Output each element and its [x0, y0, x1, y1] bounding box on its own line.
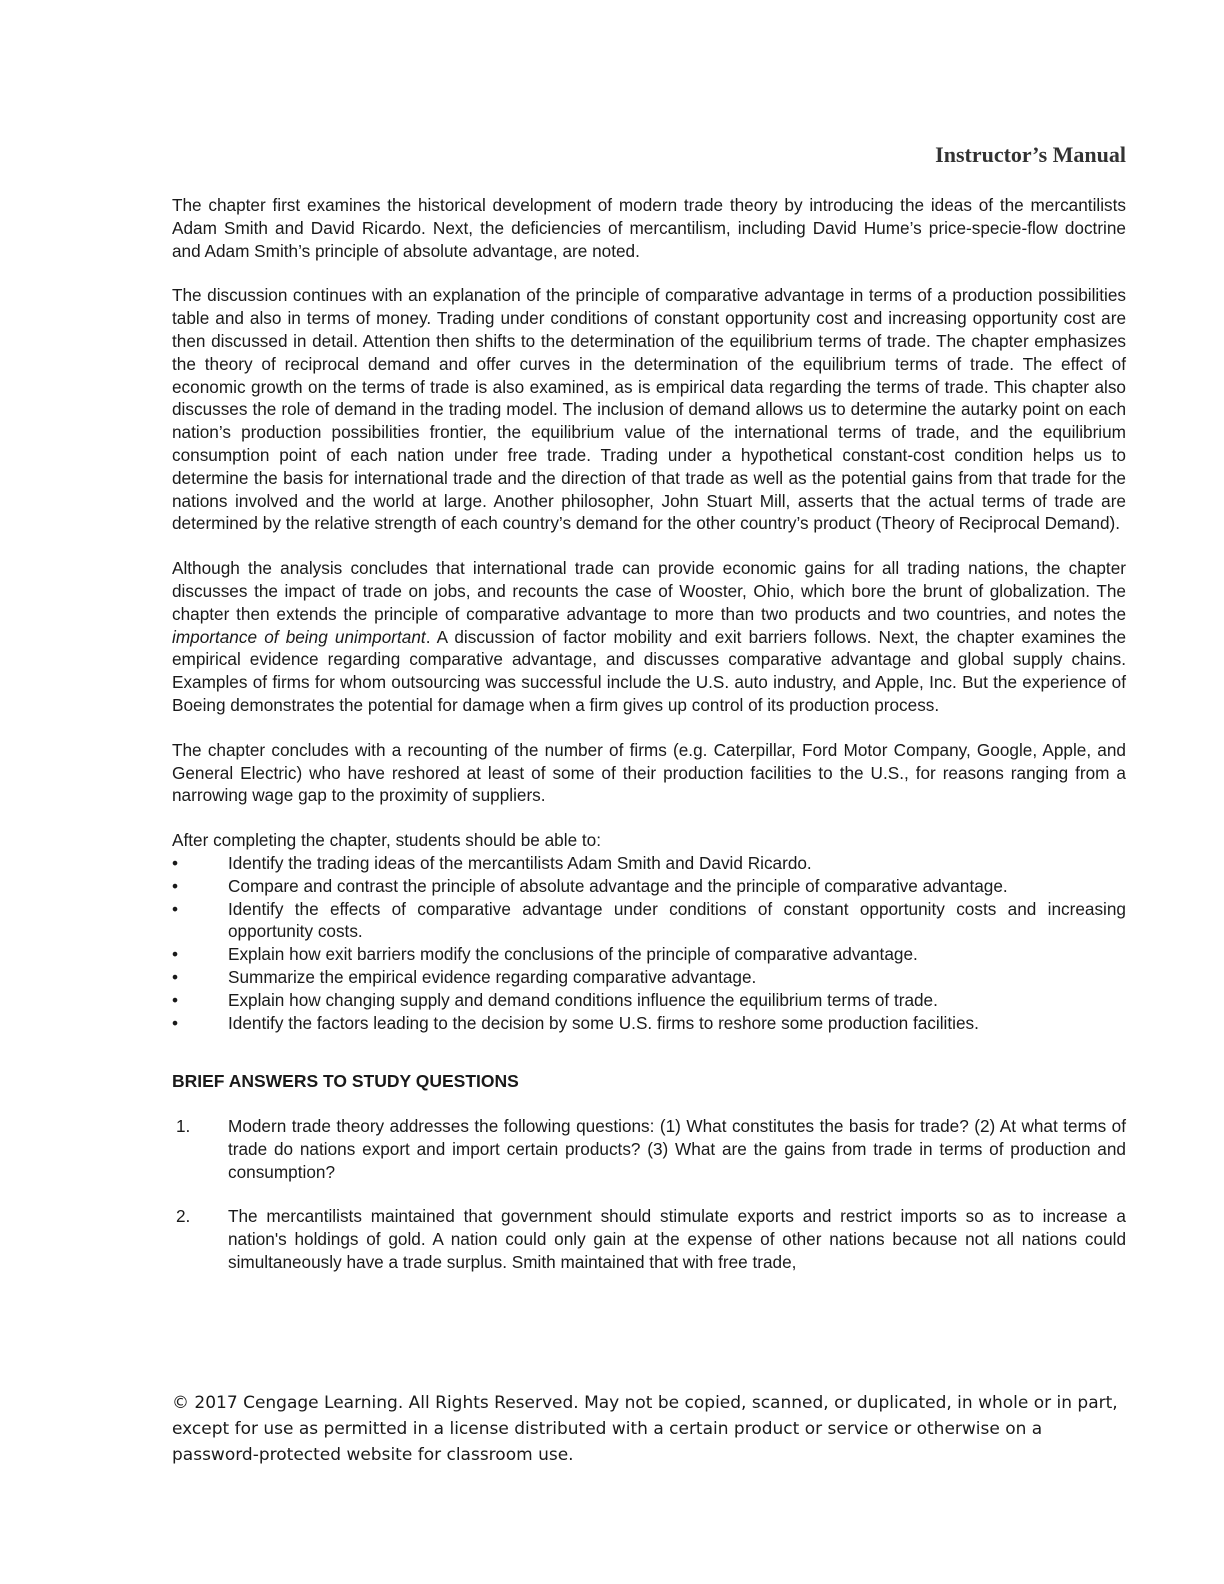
answer-text: The mercantilists maintained that government should stimulate exports and restrict imports so as to increase a nation's holdings of gold. A nation could only gain at the expense of other nations because not all nations could simultaneously have a trade surplus. Smith maintained that with free trade,: [228, 1206, 1126, 1273]
objectives-list: [172, 852, 1126, 1034]
copyright-footer: © 2017 Cengage Learning. All Rights Reserved. May not be copied, scanned, or duplicated, in whole or in part, except for use as permitted in a license distributed with a certain product or service or otherwise on a password-protected website for classroom use.: [172, 1393, 1118, 1465]
paragraph-3-text-end: . A discussion of factor mobility and exit barriers follows. Next, the chapter examines the empirical evidence regarding comparative advantage, and discusses comparative advantage and global supply chains. Examples of firms for whom outsourcing was successful include the U.S. auto industry, and Apple, Inc. But the experience of Boeing demonstrates the potential for damage when a firm gives up control of its production process.: [172, 626, 1126, 715]
paragraph-3-italic-phrase: importance of being unimportant: [172, 626, 426, 647]
bullet-icon: •: [172, 852, 179, 873]
bullet-icon: •: [172, 944, 179, 965]
bullet-icon: •: [172, 1012, 179, 1033]
main-content: [172, 194, 1126, 1274]
answer-item: [172, 1115, 1126, 1183]
section-heading: BRIEF ANSWERS TO STUDY QUESTIONS: [172, 1071, 519, 1092]
bullet-icon: •: [172, 989, 179, 1010]
bullet-icon: •: [172, 898, 179, 919]
list-item: • Compare and contrast the principle of absolute advantage and the principle of comparative advantage.: [172, 875, 1008, 896]
bullet-icon: •: [172, 875, 179, 896]
page-header-title: Instructor’s Manual: [935, 142, 1126, 167]
answers-list: [172, 1115, 1126, 1274]
paragraph-2: The discussion continues with an explanation of the principle of comparative advantage in terms of a production possibilities table and also in terms of money. Trading under conditions of constant opportunity cost and increasing opportunity cost are then discussed in detail. Attention then shifts to the determination of the equilibrium terms of trade. The chapter emphasizes the theory of reciprocal demand and offer curves in the determination of the equilibrium terms of trade. The effect of economic growth on the terms of trade is also examined, as is empirical data regarding the terms of trade. This chapter also discusses the role of demand in the trading model. The inclusion of demand allows us to determine the autarky point on each nation’s production possibilities frontier, the equilibrium value of the international terms of trade, and the equilibrium consumption point of each nation under free trade. Trading under a hypothetical constant-cost condition helps us to determine the basis for international trade and the direction of that trade as well as the potential gains from that trade for the nations involved and the world at large. Another philosopher, John Stuart Mill, asserts that the actual terms of trade are determined by the relative strength of each country’s demand for the other country’s product (Theory of Reciprocal Demand).: [172, 285, 1126, 534]
list-item: • Identify the effects of comparative advantage under conditions of constant opportunity costs and increasing opportunity costs.: [172, 898, 1126, 942]
list-item: • Identify the factors leading to the decision by some U.S. firms to reshore some production facilities.: [172, 1012, 979, 1033]
answer-number: 1.: [176, 1116, 191, 1137]
paragraph-4: The chapter concludes with a recounting of the number of firms (e.g. Caterpillar, Ford Motor Company, Google, Apple, and General Electric) who have reshored at least of some of their production facilities to the U.S., for reasons ranging from a narrowing wage gap to the proximity of suppliers.: [172, 739, 1126, 806]
paragraph-3-text-start: Although the analysis concludes that international trade can provide economic gains for all trading nations, the chapter discusses the impact of trade on jobs, and recounts the case of Wooster, Ohio, which bore the brunt of globalization. The chapter then extends the principle of comparative advantage to more than two products and two countries, and notes the: [172, 558, 1126, 624]
paragraph-1: The chapter first examines the historical development of modern trade theory by introducing the ideas of the mercantilists Adam Smith and David Ricardo. Next, the deficiencies of mercantilism, including David Hume’s price-specie-flow doctrine and Adam Smith’s principle of absolute advantage, are noted.: [172, 195, 1126, 261]
answer-item: [172, 1205, 1126, 1273]
list-item: • Explain how changing supply and demand conditions influence the equilibrium terms of trade.: [172, 989, 938, 1010]
list-item: • Identify the trading ideas of the mercantilists Adam Smith and David Ricardo.: [172, 852, 812, 873]
answer-number: 2.: [176, 1206, 191, 1227]
bullet-icon: •: [172, 966, 179, 987]
answer-text: Modern trade theory addresses the following questions: (1) What constitutes the basis for trade? (2) At what terms of trade do nations export and import certain products? (3) What are the gains from trade in terms of production and consumption?: [228, 1116, 1126, 1182]
objectives-intro: After completing the chapter, students should be able to:: [172, 830, 602, 851]
list-item: • Summarize the empirical evidence regarding comparative advantage.: [172, 966, 757, 987]
paragraph-3: [172, 557, 1126, 717]
list-item: • Explain how exit barriers modify the conclusions of the principle of comparative advantage.: [172, 944, 918, 965]
